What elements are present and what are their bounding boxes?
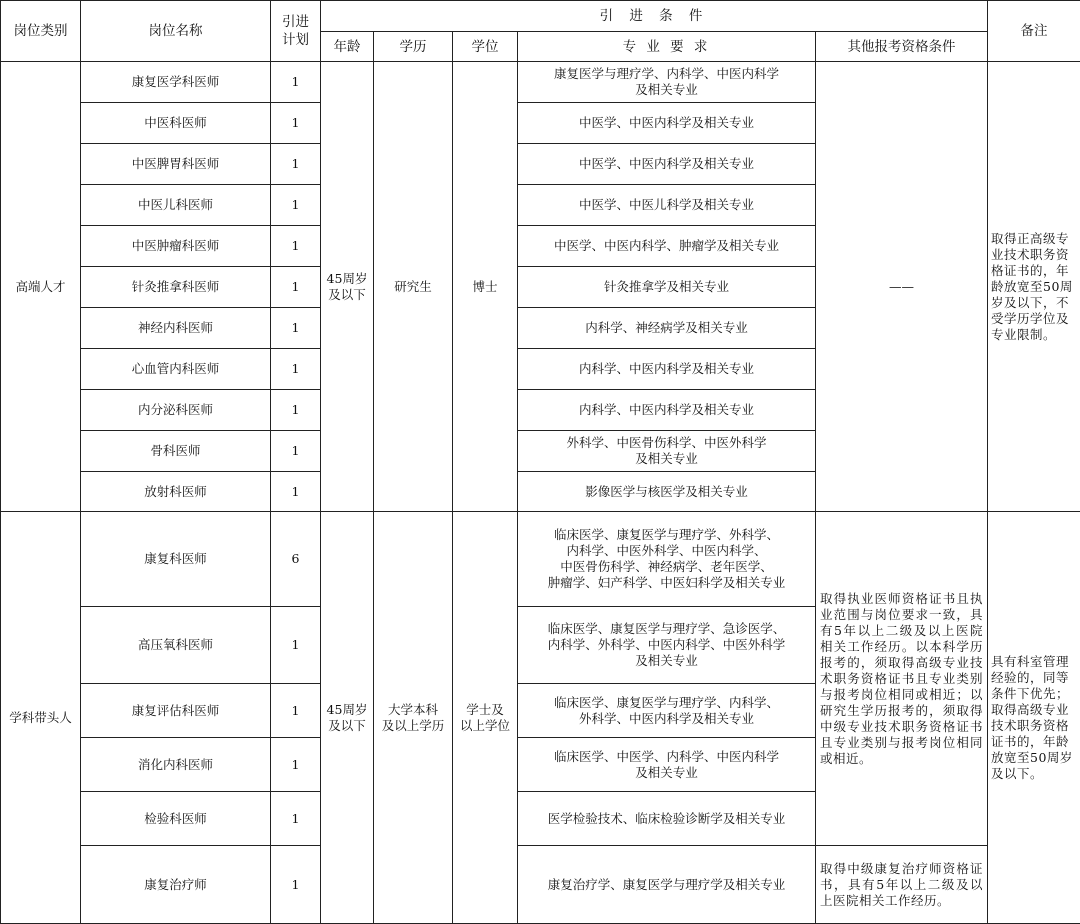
header-degree: 学位 bbox=[453, 32, 518, 62]
position-name: 针灸推拿科医师 bbox=[81, 267, 271, 308]
age-cell: 45周岁 及以下 bbox=[321, 62, 374, 512]
remark-cell: 取得正高级专业技术职务资格证书的，年龄放宽至50周岁及以下，不受学历学位及专业限制。 bbox=[988, 62, 1080, 512]
header-education: 学历 bbox=[374, 32, 453, 62]
table-row bbox=[1, 846, 1080, 924]
plan-count: 1 bbox=[271, 267, 321, 308]
plan-count: 1 bbox=[271, 846, 321, 924]
position-name: 神经内科医师 bbox=[81, 308, 271, 349]
table-row bbox=[1, 512, 1080, 607]
position-name: 放射科医师 bbox=[81, 472, 271, 512]
header-conditions: 引 进 条 件 bbox=[321, 1, 988, 32]
major-requirement: 内科学、神经病学及相关专业 bbox=[518, 308, 816, 349]
other-conditions: 取得执业医师资格证书且执业范围与岗位要求一致，具有5年以上二级及以上医院相关工作经历。以本科学历报考的，须取得高级专业技术职务资格证书且专业类别与报考岗位相同或相近；以研究生学历报考的，须取得中级专业技术职务资格证书且专业类别与报考岗位相同或相近。 bbox=[816, 512, 988, 846]
plan-count: 1 bbox=[271, 62, 321, 103]
major-requirement: 临床医学、康复医学与理疗学、内科学、 外科学、中医内科学及相关专业 bbox=[518, 684, 816, 738]
major-requirement: 康复治疗学、康复医学与理疗学及相关专业 bbox=[518, 846, 816, 924]
major-requirement: 外科学、中医骨伤科学、中医外科学 及相关专业 bbox=[518, 431, 816, 472]
position-name: 骨科医师 bbox=[81, 431, 271, 472]
position-name: 消化内科医师 bbox=[81, 738, 271, 792]
position-name: 中医肿瘤科医师 bbox=[81, 226, 271, 267]
major-requirement: 内科学、中医内科学及相关专业 bbox=[518, 390, 816, 431]
table-row bbox=[1, 62, 1080, 103]
plan-count: 6 bbox=[271, 512, 321, 607]
position-name: 康复科医师 bbox=[81, 512, 271, 607]
plan-count: 1 bbox=[271, 738, 321, 792]
plan-count: 1 bbox=[271, 144, 321, 185]
position-name: 心血管内科医师 bbox=[81, 349, 271, 390]
position-name: 内分泌科医师 bbox=[81, 390, 271, 431]
degree-cell: 博士 bbox=[453, 62, 518, 512]
major-requirement: 中医学、中医儿科学及相关专业 bbox=[518, 185, 816, 226]
category-cell: 高端人才 bbox=[1, 62, 81, 512]
major-requirement: 中医学、中医内科学、肿瘤学及相关专业 bbox=[518, 226, 816, 267]
position-name: 检验科医师 bbox=[81, 792, 271, 846]
plan-count: 1 bbox=[271, 684, 321, 738]
position-name: 康复治疗师 bbox=[81, 846, 271, 924]
plan-count: 1 bbox=[271, 308, 321, 349]
major-requirement: 中医学、中医内科学及相关专业 bbox=[518, 144, 816, 185]
header-category: 岗位类别 bbox=[1, 1, 81, 62]
plan-count: 1 bbox=[271, 607, 321, 684]
major-requirement: 康复医学与理疗学、内科学、中医内科学 及相关专业 bbox=[518, 62, 816, 103]
plan-count: 1 bbox=[271, 103, 321, 144]
major-requirement: 中医学、中医内科学及相关专业 bbox=[518, 103, 816, 144]
header-position: 岗位名称 bbox=[81, 1, 271, 62]
plan-count: 1 bbox=[271, 185, 321, 226]
major-requirement: 内科学、中医内科学及相关专业 bbox=[518, 349, 816, 390]
position-name: 中医脾胃科医师 bbox=[81, 144, 271, 185]
position-name: 中医儿科医师 bbox=[81, 185, 271, 226]
header-age: 年龄 bbox=[321, 32, 374, 62]
header-remark: 备注 bbox=[988, 1, 1080, 62]
major-requirement: 临床医学、康复医学与理疗学、急诊医学、 内科学、外科学、中医内科学、中医外科学 及相关专业 bbox=[518, 607, 816, 684]
header-major: 专 业 要 求 bbox=[518, 32, 816, 62]
plan-count: 1 bbox=[271, 472, 321, 512]
plan-count: 1 bbox=[271, 431, 321, 472]
position-name: 康复医学科医师 bbox=[81, 62, 271, 103]
major-requirement: 临床医学、中医学、内科学、中医内科学 及相关专业 bbox=[518, 738, 816, 792]
category-cell: 学科带头人 bbox=[1, 512, 81, 924]
position-name: 康复评估科医师 bbox=[81, 684, 271, 738]
education-cell: 大学本科 及以上学历 bbox=[374, 512, 453, 924]
remark-cell: 具有科室管理经验的，同等条件下优先；取得高级专业技术职务资格证书的，年龄放宽至50周岁及以下。 bbox=[988, 512, 1080, 924]
education-cell: 研究生 bbox=[374, 62, 453, 512]
major-requirement: 影像医学与核医学及相关专业 bbox=[518, 472, 816, 512]
header-plan: 引进 计划 bbox=[271, 1, 321, 62]
position-name: 高压氧科医师 bbox=[81, 607, 271, 684]
degree-cell: 学士及 以上学位 bbox=[453, 512, 518, 924]
major-requirement: 针灸推拿学及相关专业 bbox=[518, 267, 816, 308]
major-requirement: 临床医学、康复医学与理疗学、外科学、 内科学、中医外科学、中医内科学、 中医骨伤科学、神经病学、老年医学、 肿瘤学、妇产科学、中医妇科学及相关专业 bbox=[518, 512, 816, 607]
plan-count: 1 bbox=[271, 226, 321, 267]
other-conditions: —— bbox=[816, 62, 988, 512]
plan-count: 1 bbox=[271, 349, 321, 390]
plan-count: 1 bbox=[271, 792, 321, 846]
major-requirement: 医学检验技术、临床检验诊断学及相关专业 bbox=[518, 792, 816, 846]
position-name: 中医科医师 bbox=[81, 103, 271, 144]
plan-count: 1 bbox=[271, 390, 321, 431]
header-other: 其他报考资格条件 bbox=[816, 32, 988, 62]
age-cell: 45周岁 及以下 bbox=[321, 512, 374, 924]
other-conditions: 取得中级康复治疗师资格证书，具有5年以上二级及以上医院相关工作经历。 bbox=[816, 846, 988, 924]
